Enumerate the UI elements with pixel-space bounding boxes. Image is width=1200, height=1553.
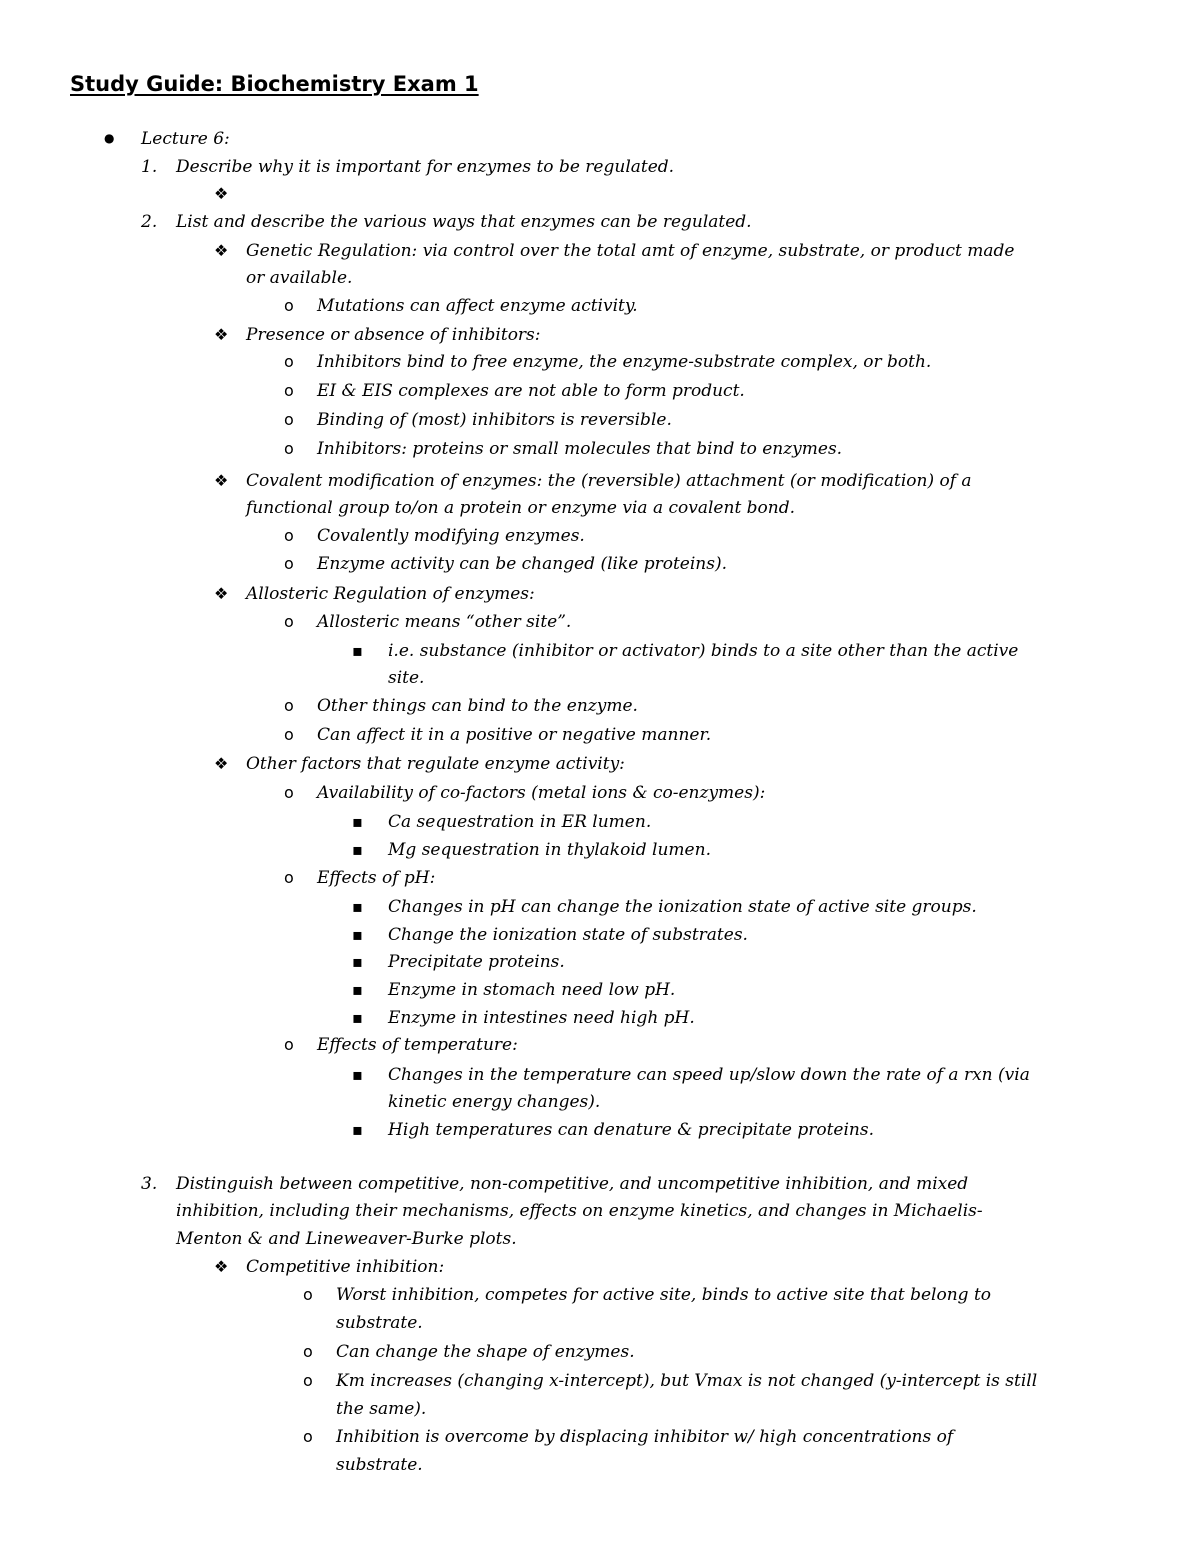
list-item: i.e. substance (inhibitor or activator) binds to a site other than the active (388, 641, 1019, 661)
list-item: Inhibition is overcome by displacing inhibitor w/ high concentrations of (336, 1427, 954, 1447)
list-item-continuation: or available. (246, 268, 353, 288)
list-item: Can affect it in a positive or negative manner. (317, 725, 712, 745)
circle-marker: o (284, 868, 294, 887)
list-item: Changes in pH can change the ionization state of active site groups. (388, 897, 977, 917)
square-marker: ▪ (352, 641, 363, 660)
circle-marker: o (284, 352, 294, 371)
list-item: Change the ionization state of substrates. (388, 925, 748, 945)
circle-marker: o (284, 410, 294, 429)
list-item: Allosteric means “other site”. (317, 612, 572, 632)
list-item-continuation: kinetic energy changes). (388, 1092, 601, 1112)
list-item: Mg sequestration in thylakoid lumen. (388, 840, 711, 860)
question-text: Distinguish between competitive, non-competitive, and uncompetitive inhibition, and mixed (176, 1174, 969, 1194)
square-marker: ▪ (352, 897, 363, 916)
list-item: Km increases (changing x-intercept), but Vmax is not changed (y-intercept is still (336, 1371, 1038, 1391)
diamond-marker: ❖ (214, 584, 229, 603)
list-item: Other things can bind to the enzyme. (317, 696, 638, 716)
list-item: Genetic Regulation: via control over the total amt of enzyme, substrate, or product made (246, 241, 1015, 261)
diamond-marker: ❖ (214, 325, 229, 344)
list-item: Enzyme in stomach need low pH. (388, 980, 676, 1000)
list-item: Presence or absence of inhibitors: (246, 325, 541, 345)
question-text: List and describe the various ways that enzymes can be regulated. (176, 212, 752, 232)
list-item-continuation: the same). (336, 1399, 427, 1419)
list-item: Enzyme activity can be changed (like proteins). (317, 554, 728, 574)
circle-marker: o (284, 526, 294, 545)
diamond-marker: ❖ (214, 184, 229, 203)
circle-marker: o (303, 1342, 313, 1361)
circle-marker: o (284, 612, 294, 631)
list-item: Effects of pH: (317, 868, 436, 888)
circle-marker: o (284, 696, 294, 715)
diamond-marker: ❖ (214, 471, 229, 490)
question-number: 2. (141, 212, 158, 232)
square-marker: ▪ (352, 1065, 363, 1084)
list-item: Mutations can affect enzyme activity. (317, 296, 638, 316)
list-item: Inhibitors: proteins or small molecules that bind to enzymes. (317, 439, 843, 459)
list-item: Changes in the temperature can speed up/slow down the rate of a rxn (via (388, 1065, 1030, 1085)
list-item: Covalent modification of enzymes: the (reversible) attachment (or modification) of a (246, 471, 972, 491)
bullet-marker: ● (104, 131, 115, 145)
list-item-continuation: site. (388, 668, 425, 688)
diamond-marker: ❖ (214, 241, 229, 260)
circle-marker: o (284, 725, 294, 744)
question-text: Describe why it is important for enzymes to be regulated. (176, 157, 675, 177)
circle-marker: o (284, 783, 294, 802)
list-item: Worst inhibition, competes for active site, binds to active site that belong to (336, 1285, 992, 1305)
square-marker: ▪ (352, 812, 363, 831)
list-item-continuation: substrate. (336, 1313, 423, 1333)
page-title: Study Guide: Biochemistry Exam 1 (70, 72, 479, 96)
circle-marker: o (303, 1285, 313, 1304)
question-text-continuation: Menton & and Lineweaver-Burke plots. (176, 1229, 517, 1249)
list-item: Ca sequestration in ER lumen. (388, 812, 652, 832)
list-item-continuation: functional group to/on a protein or enzyme via a covalent bond. (246, 498, 796, 518)
question-number: 1. (141, 157, 158, 177)
lecture-heading: Lecture 6: (141, 129, 230, 149)
square-marker: ▪ (352, 1120, 363, 1139)
circle-marker: o (303, 1427, 313, 1446)
square-marker: ▪ (352, 980, 363, 999)
list-item: High temperatures can denature & precipitate proteins. (388, 1120, 875, 1140)
list-item: Enzyme in intestines need high pH. (388, 1008, 695, 1028)
list-item: Effects of temperature: (317, 1035, 518, 1055)
list-item: Binding of (most) inhibitors is reversible. (317, 410, 672, 430)
list-item: Competitive inhibition: (246, 1257, 445, 1277)
square-marker: ▪ (352, 925, 363, 944)
list-item: Can change the shape of enzymes. (336, 1342, 635, 1362)
circle-marker: o (284, 439, 294, 458)
square-marker: ▪ (352, 1008, 363, 1027)
list-item: EI & EIS complexes are not able to form product. (317, 381, 745, 401)
list-item: Inhibitors bind to free enzyme, the enzyme-substrate complex, or both. (317, 352, 932, 372)
question-number: 3. (141, 1174, 158, 1194)
circle-marker: o (284, 296, 294, 315)
circle-marker: o (284, 381, 294, 400)
list-item: Covalently modifying enzymes. (317, 526, 585, 546)
circle-marker: o (284, 554, 294, 573)
square-marker: ▪ (352, 952, 363, 971)
list-item: Availability of co-factors (metal ions & co-enzymes): (317, 783, 766, 803)
question-text-continuation: inhibition, including their mechanisms, effects on enzyme kinetics, and changes in Michaelis- (176, 1201, 983, 1221)
list-item-continuation: substrate. (336, 1455, 423, 1475)
list-item: Allosteric Regulation of enzymes: (246, 584, 535, 604)
circle-marker: o (284, 1035, 294, 1054)
list-item: Other factors that regulate enzyme activity: (246, 754, 625, 774)
list-item: Precipitate proteins. (388, 952, 565, 972)
square-marker: ▪ (352, 840, 363, 859)
circle-marker: o (303, 1371, 313, 1390)
diamond-marker: ❖ (214, 754, 229, 773)
diamond-marker: ❖ (214, 1257, 229, 1276)
